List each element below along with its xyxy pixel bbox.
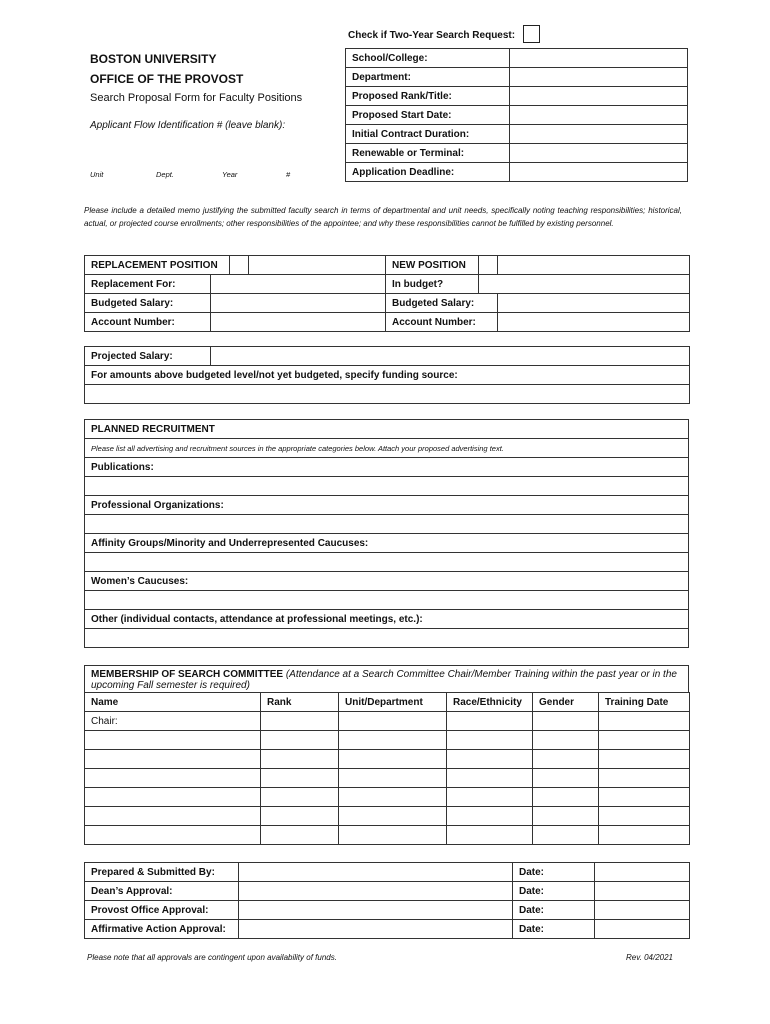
committee-cell[interactable] xyxy=(261,731,339,750)
provost-approval-field[interactable] xyxy=(239,901,513,920)
recruitment-table xyxy=(84,419,689,648)
replacement-header: REPLACEMENT POSITION xyxy=(85,256,230,275)
account-number-label: Account Number: xyxy=(85,313,211,332)
salary-table xyxy=(84,346,690,404)
committee-cell[interactable] xyxy=(599,826,690,845)
committee-cell[interactable] xyxy=(599,807,690,826)
department-label: Department: xyxy=(346,68,510,87)
contract-duration-field[interactable] xyxy=(510,125,688,144)
approvals-table xyxy=(84,862,690,939)
budgeted-salary-label: Budgeted Salary: xyxy=(85,294,211,313)
dean-approval-label: Dean’s Approval: xyxy=(85,882,239,901)
new-position-header: NEW POSITION xyxy=(386,256,479,275)
account-number-label-2: Account Number: xyxy=(386,313,498,332)
form-title: Search Proposal Form for Faculty Positions xyxy=(90,92,303,104)
publications-field[interactable] xyxy=(85,477,689,496)
committee-cell[interactable] xyxy=(599,769,690,788)
deadline-label: Application Deadline: xyxy=(346,163,510,182)
committee-cell[interactable] xyxy=(447,769,533,788)
id-part-year: Year xyxy=(222,170,238,179)
prepared-by-label: Prepared & Submitted By: xyxy=(85,863,239,882)
col-name: Name xyxy=(85,693,261,712)
date-field[interactable] xyxy=(595,901,690,920)
start-date-label: Proposed Start Date: xyxy=(346,106,510,125)
committee-cell[interactable] xyxy=(447,750,533,769)
date-field[interactable] xyxy=(595,920,690,939)
col-race: Race/Ethnicity xyxy=(447,693,533,712)
committee-row xyxy=(85,731,690,750)
start-date-field[interactable] xyxy=(510,106,688,125)
committee-row xyxy=(85,788,690,807)
committee-cell[interactable] xyxy=(599,731,690,750)
affirmative-action-label: Affirmative Action Approval: xyxy=(85,920,239,939)
committee-cell[interactable] xyxy=(85,807,261,826)
committee-cell[interactable] xyxy=(599,712,690,731)
committee-cell[interactable] xyxy=(533,826,599,845)
committee-cell[interactable] xyxy=(447,712,533,731)
other-sources-field[interactable] xyxy=(85,629,689,648)
applicant-flow-label: Applicant Flow Identification # (leave blank): xyxy=(90,120,286,131)
replacement-checkbox[interactable] xyxy=(230,256,249,275)
committee-cell[interactable] xyxy=(447,788,533,807)
professional-orgs-label: Professional Organizations: xyxy=(85,496,689,515)
account-number-field-2[interactable] xyxy=(498,313,690,332)
dean-approval-field[interactable] xyxy=(239,882,513,901)
new-position-header-spacer xyxy=(498,256,690,275)
replacement-table xyxy=(84,255,690,332)
school-college-field[interactable] xyxy=(510,49,688,68)
in-budget-label: In budget? xyxy=(386,275,479,294)
recruitment-instructions: Please list all advertising and recruitment sources in the appropriate categories below. Attach your proposed advertising text. xyxy=(85,439,689,458)
office-name: OFFICE OF THE PROVOST xyxy=(90,72,244,86)
replacement-header-spacer xyxy=(249,256,386,275)
budgeted-salary-field-2[interactable] xyxy=(498,294,690,313)
committee-cell[interactable] xyxy=(339,826,447,845)
revision-label: Rev. 04/2021 xyxy=(626,953,673,962)
committee-cell[interactable] xyxy=(261,826,339,845)
committee-cell[interactable] xyxy=(599,750,690,769)
affirmative-action-field[interactable] xyxy=(239,920,513,939)
date-label: Date: xyxy=(513,863,595,882)
date-label: Date: xyxy=(513,920,595,939)
committee-cell[interactable] xyxy=(339,788,447,807)
committee-cell[interactable] xyxy=(85,750,261,769)
committee-cell[interactable] xyxy=(339,807,447,826)
renewable-field[interactable] xyxy=(510,144,688,163)
committee-row xyxy=(85,769,690,788)
other-sources-label: Other (individual contacts, attendance at professional meetings, etc.): xyxy=(85,610,689,629)
date-field[interactable] xyxy=(595,882,690,901)
two-year-label: Check if Two-Year Search Request: xyxy=(348,30,516,41)
committee-cell[interactable] xyxy=(261,807,339,826)
committee-cell[interactable] xyxy=(261,712,339,731)
rank-title-label: Proposed Rank/Title: xyxy=(346,87,510,106)
contract-duration-label: Initial Contract Duration: xyxy=(346,125,510,144)
col-training: Training Date xyxy=(599,693,690,712)
committee-cell[interactable] xyxy=(261,750,339,769)
two-year-checkbox[interactable] xyxy=(523,25,540,43)
date-field[interactable] xyxy=(595,863,690,882)
date-label: Date: xyxy=(513,882,595,901)
account-number-field[interactable] xyxy=(211,313,386,332)
committee-cell[interactable] xyxy=(85,826,261,845)
provost-approval-label: Provost Office Approval: xyxy=(85,901,239,920)
col-gender: Gender xyxy=(533,693,599,712)
committee-cell[interactable] xyxy=(599,788,690,807)
committee-note: (Attendance at a Search Committee Chair/Member Training within the past year or in the upcoming Fall semester is required) xyxy=(91,669,677,691)
committee-row xyxy=(85,826,690,845)
professional-orgs-field[interactable] xyxy=(85,515,689,534)
new-position-checkbox[interactable] xyxy=(479,256,498,275)
committee-cell[interactable] xyxy=(533,769,599,788)
university-name: BOSTON UNIVERSITY xyxy=(90,52,217,66)
renewable-label: Renewable or Terminal: xyxy=(346,144,510,163)
committee-table xyxy=(84,692,690,845)
committee-row xyxy=(85,807,690,826)
committee-header-box xyxy=(84,665,689,692)
position-info-table xyxy=(345,48,688,182)
projected-salary-label: Projected Salary: xyxy=(85,347,211,366)
committee-cell[interactable] xyxy=(447,826,533,845)
committee-cell[interactable] xyxy=(85,731,261,750)
womens-caucuses-label: Women’s Caucuses: xyxy=(85,572,689,591)
chair-label[interactable]: Chair: xyxy=(85,712,261,731)
in-budget-field[interactable] xyxy=(479,275,690,294)
committee-cell[interactable] xyxy=(85,769,261,788)
id-part-number: # xyxy=(286,170,291,179)
projected-salary-field[interactable] xyxy=(211,347,690,366)
affinity-groups-label: Affinity Groups/Minority and Underrepresented Caucuses: xyxy=(85,534,689,553)
committee-cell[interactable] xyxy=(339,731,447,750)
womens-caucuses-field[interactable] xyxy=(85,591,689,610)
committee-cell[interactable] xyxy=(339,769,447,788)
funding-source-label: For amounts above budgeted level/not yet budgeted, specify funding source: xyxy=(85,366,690,385)
rank-title-field[interactable] xyxy=(510,87,688,106)
committee-cell[interactable] xyxy=(447,807,533,826)
publications-label: Publications: xyxy=(85,458,689,477)
budgeted-salary-label-2: Budgeted Salary: xyxy=(386,294,498,313)
department-field[interactable] xyxy=(510,68,688,87)
col-unit: Unit/Department xyxy=(339,693,447,712)
committee-cell[interactable] xyxy=(85,788,261,807)
committee-cell[interactable] xyxy=(533,807,599,826)
budgeted-salary-field[interactable] xyxy=(211,294,386,313)
id-part-dept: Dept. xyxy=(156,170,174,179)
committee-row xyxy=(85,750,690,769)
committee-cell[interactable] xyxy=(533,788,599,807)
school-college-label: School/College: xyxy=(346,49,510,68)
date-label: Date: xyxy=(513,901,595,920)
id-part-unit: Unit xyxy=(90,170,104,179)
prepared-by-field[interactable] xyxy=(239,863,513,882)
committee-header: MEMBERSHIP OF SEARCH COMMITTEE xyxy=(91,669,284,680)
committee-cell[interactable] xyxy=(447,731,533,750)
replacement-for-label: Replacement For: xyxy=(85,275,211,294)
footer-note: Please note that all approvals are contingent upon availability of funds. xyxy=(87,953,337,962)
committee-cell[interactable] xyxy=(339,712,447,731)
deadline-field[interactable] xyxy=(510,163,688,182)
committee-cell[interactable] xyxy=(533,750,599,769)
affinity-groups-field[interactable] xyxy=(85,553,689,572)
committee-cell[interactable] xyxy=(261,769,339,788)
committee-cell[interactable] xyxy=(261,788,339,807)
memo-note: Please include a detailed memo justifying the submitted faculty search in terms of departmental and unit needs, specifically noting teaching responsibilities; historical, actual, or projected course enrollments; other responsibilities of the appointee; and why these responsibilities cannot be fulfilled by existing personnel. xyxy=(84,206,682,228)
committee-cell[interactable] xyxy=(533,712,599,731)
replacement-for-field[interactable] xyxy=(211,275,386,294)
committee-cell[interactable] xyxy=(339,750,447,769)
recruitment-header: PLANNED RECRUITMENT xyxy=(85,420,689,439)
funding-source-field[interactable] xyxy=(85,385,690,404)
col-rank: Rank xyxy=(261,693,339,712)
committee-cell[interactable] xyxy=(533,731,599,750)
